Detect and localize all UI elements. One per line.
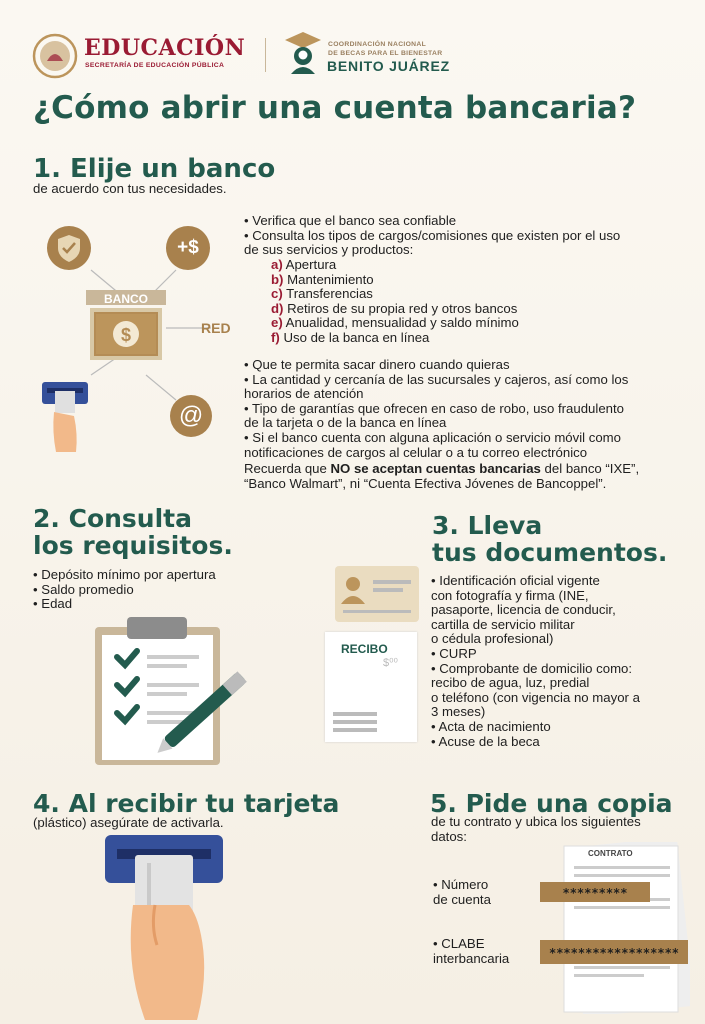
at-email-icon: @ xyxy=(170,395,212,437)
receipt-title: RECIBO xyxy=(341,642,388,656)
sep-seal-icon xyxy=(32,33,78,84)
field2-label xyxy=(433,937,509,966)
bullet-line: cartilla de servicio militar xyxy=(431,616,575,632)
step1-bullets-b xyxy=(244,358,628,460)
sep-logo-subtitle: SECRETARÍA DE EDUCACIÓN PÚBLICA xyxy=(85,62,225,69)
field2-label-line2: interbancaria xyxy=(433,950,510,966)
becas-line1: COORDINACIÓN NACIONAL xyxy=(328,41,427,48)
clabe-mask: ****************** xyxy=(540,940,688,964)
clipboard-checklist-icon xyxy=(95,615,255,765)
field1-label-line2: de cuenta xyxy=(433,891,491,907)
bullet-line: • Acta de nacimiento xyxy=(431,718,551,734)
atm-card-hand-icon xyxy=(105,835,225,1020)
bullet-line: de sus servicios y productos: xyxy=(244,242,414,258)
bullet-line: • Si el banco cuenta con alguna aplicación o servicio móvil como xyxy=(244,429,622,445)
step3-heading xyxy=(432,512,667,566)
bullet-line: • Que te permita sacar dinero cuando quieras xyxy=(244,357,510,372)
plus-money-icon: +$ xyxy=(166,226,210,270)
bullet-line: • Saldo promedio xyxy=(33,581,134,597)
step2-heading-line1: 2. Consulta xyxy=(33,504,192,533)
step1-subtitle: de acuerdo con tus necesidades. xyxy=(33,181,227,196)
list-item: d) Retiros de su propia red y otros bancos xyxy=(271,300,518,316)
bullet-line: • Acuse de la beca xyxy=(431,733,540,749)
step5-subtitle-line1: de tu contrato y ubica los siguientes xyxy=(431,814,641,829)
list-item: e) Anualidad, mensualidad y saldo mínimo xyxy=(271,315,519,331)
note-line1: Recuerda que NO se aceptan cuentas bancarias del banco “IXE”, xyxy=(244,461,640,476)
page-title: ¿Cómo abrir una cuenta bancaria? xyxy=(33,90,637,126)
bullet-line: • Verifica que el banco sea confiable xyxy=(244,213,457,228)
shield-check-icon xyxy=(47,226,91,275)
step3-heading-line1: 3. Lleva xyxy=(432,511,543,540)
list-item: a) Apertura xyxy=(271,257,337,272)
bullet-line: o cédula profesional) xyxy=(431,631,554,647)
bullet-line: recibo de agua, luz, predial xyxy=(431,675,590,691)
bullet-line: • La cantidad y cercanía de las sucursales y cajeros, así como los xyxy=(244,371,629,387)
step5-subtitle-line2: datos: xyxy=(431,828,467,844)
receipt-line xyxy=(333,728,377,732)
bullet-line: pasaporte, licencia de conducir, xyxy=(431,602,616,618)
bullet-line: • CURP xyxy=(431,645,477,661)
receipt-document xyxy=(325,632,417,742)
red-label: RED xyxy=(201,320,231,336)
step4-subtitle: (plástico) asegúrate de activarla. xyxy=(33,815,224,830)
bullet-line: • Consulta los tipos de cargos/comisiones que existen por el uso xyxy=(244,227,621,243)
bullet-line: notificaciones de cargos al celular o a tu correo electrónico xyxy=(244,444,588,460)
banco-label: BANCO xyxy=(104,292,148,306)
step3-bullets xyxy=(431,574,640,749)
bullet-line: • Comprobante de domicilio como: xyxy=(431,660,633,676)
bullet-line: 3 meses) xyxy=(431,704,486,720)
bullet-line: con fotografía y firma (INE, xyxy=(431,587,589,603)
contract-title: CONTRATO xyxy=(588,849,633,858)
step2-heading xyxy=(33,505,233,559)
graduation-cap-icon xyxy=(283,30,323,79)
step1-items xyxy=(271,258,519,346)
list-item: c) Transferencias xyxy=(271,286,373,302)
dollar-icon: $ xyxy=(120,325,131,345)
receipt-amount: $⁰⁰ xyxy=(383,657,398,669)
step1-bullets-a xyxy=(244,214,620,258)
step1-heading: 1. Elije un banco xyxy=(33,154,276,184)
header-divider xyxy=(265,38,266,72)
field1-label-line1: • Número xyxy=(433,877,489,892)
field2-label-line1: • CLABE xyxy=(433,936,485,951)
contract-document-icon xyxy=(560,842,690,1014)
account-number-mask: ********* xyxy=(540,882,650,902)
step4-heading: 4. Al recibir tu tarjeta xyxy=(33,789,340,818)
sep-logo-text: EDUCACIÓN xyxy=(84,35,246,61)
step3-heading-line2: tus documentos. xyxy=(432,538,668,567)
note-line2: “Banco Walmart”, ni “Cuenta Efectiva Jóvenes de Bancoppel”. xyxy=(244,475,607,491)
step1-note xyxy=(244,462,639,491)
list-item: f) Uso de la banca en línea xyxy=(271,329,430,345)
bullet-line: • Identificación oficial vigente xyxy=(431,573,600,588)
bullet-line: o teléfono (con vigencia no mayor a xyxy=(431,689,640,705)
receipt-line xyxy=(333,712,377,716)
bullet-line: • Tipo de garantías que ofrecen en caso de robo, uso fraudulento xyxy=(244,400,624,416)
bullet-line: • Edad xyxy=(33,596,73,612)
step5-heading: 5. Pide una copia xyxy=(430,789,673,818)
bullet-line: • Depósito mínimo por apertura xyxy=(33,567,216,582)
step2-bullets xyxy=(33,568,216,612)
list-item: b) Mantenimiento xyxy=(271,271,374,287)
becas-name: BENITO JUÁREZ xyxy=(327,58,450,74)
step5-subtitle xyxy=(431,815,641,844)
becas-line2: DE BECAS PARA EL BIENESTAR xyxy=(328,50,443,57)
receipt-line xyxy=(333,720,377,724)
field1-label xyxy=(433,878,491,907)
atm-hand-icon xyxy=(42,382,88,457)
bullet-line: de la tarjeta o de la banca en línea xyxy=(244,415,447,431)
step2-heading-line2: los requisitos. xyxy=(33,531,233,560)
bullet-line: horarios de atención xyxy=(244,386,364,402)
id-card-icon xyxy=(335,566,419,622)
